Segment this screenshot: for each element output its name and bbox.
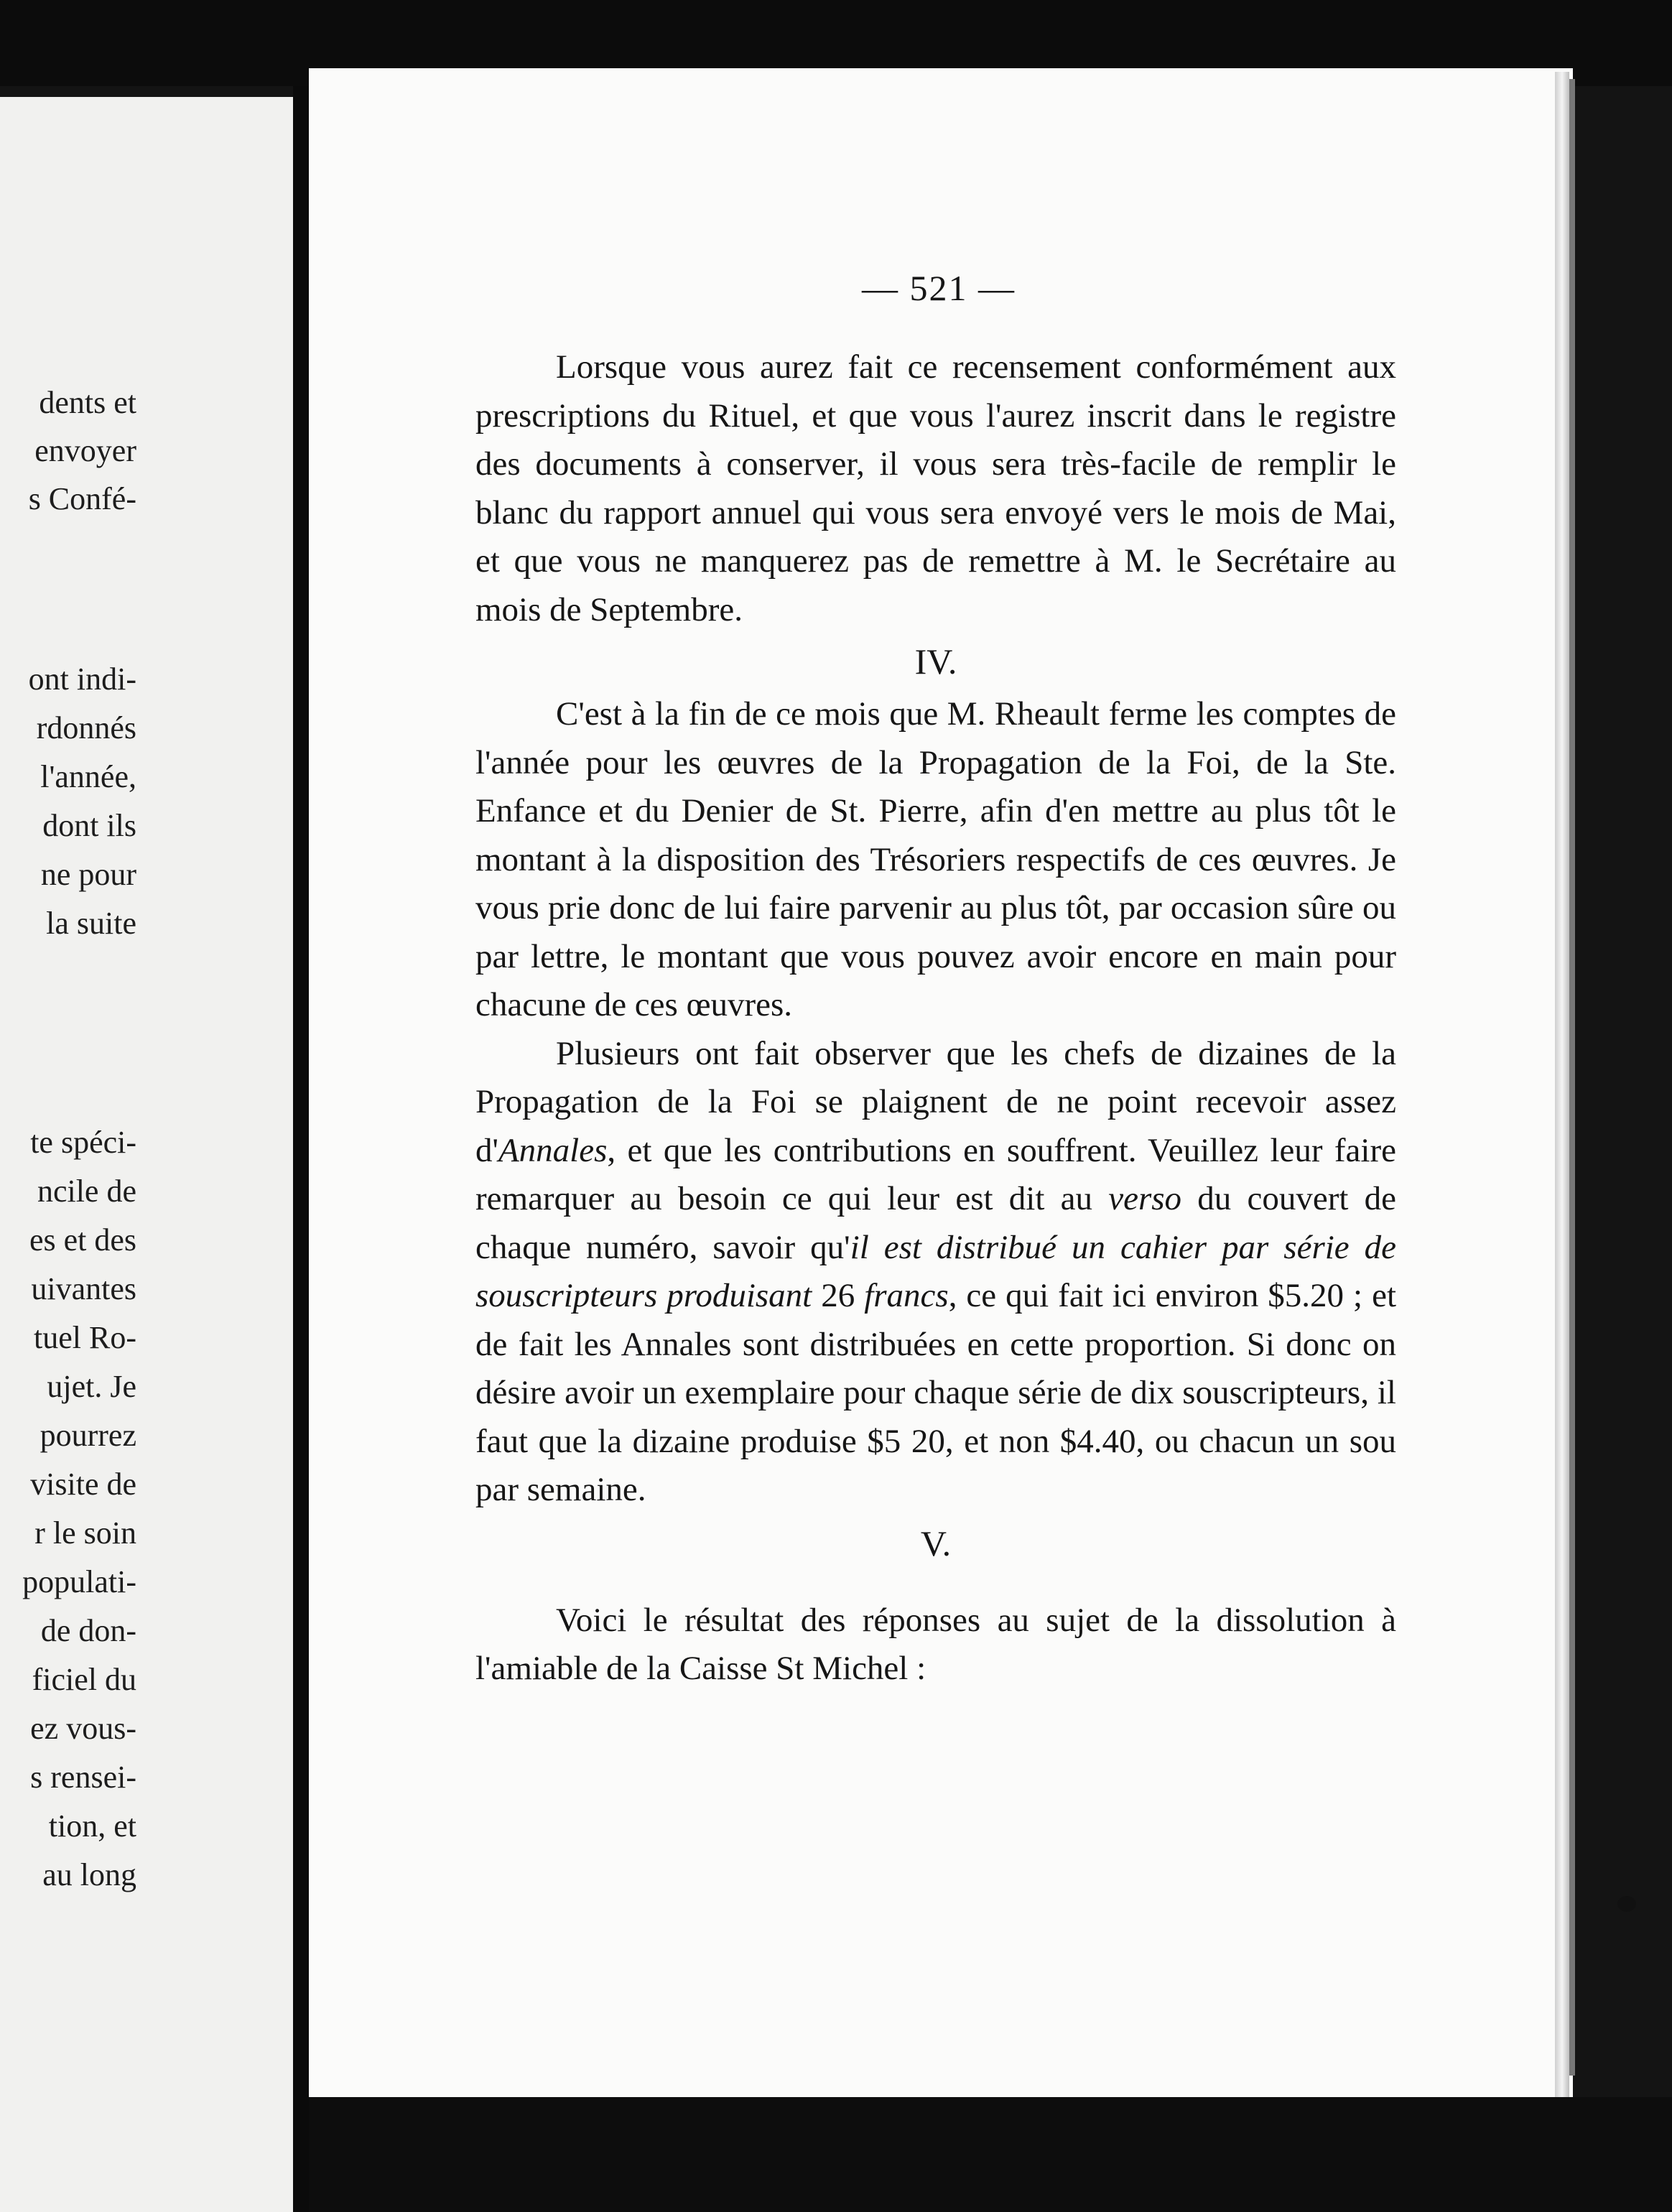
facing-page-line-fragment: ez vous- <box>30 1711 136 1746</box>
facing-page-line-fragment: ujet. Je <box>47 1369 136 1404</box>
paragraph: Voici le résultat des réponses au sujet de la dissolution à l'amiable de la Caisse St Michel : <box>475 1601 1396 1687</box>
facing-page-line-fragment: ont indi- <box>28 661 136 697</box>
facing-page-line-fragment: s Confé- <box>28 481 136 516</box>
facing-page-line-fragment: populati- <box>22 1564 136 1599</box>
text-run: du couvert de chaque numéro, savoir qu' <box>475 1180 1396 1266</box>
scan-background-bottom <box>309 2097 1672 2212</box>
facing-page-line-fragment: visite de <box>30 1467 136 1502</box>
book-gutter <box>293 86 309 2212</box>
facing-page-line-fragment: de don- <box>40 1613 136 1648</box>
facing-page-line-fragment: dents et <box>39 385 136 420</box>
page-number: — 521 — <box>862 268 1016 308</box>
facing-page-line-fragment: rdonnés <box>36 710 136 745</box>
section-heading: V. <box>920 1523 952 1563</box>
facing-page-line-fragment: r le soin <box>34 1515 136 1551</box>
facing-page-line-fragment: uivantes <box>31 1271 136 1306</box>
facing-page-line-fragment: es et des <box>29 1222 136 1258</box>
section-heading: IV. <box>914 641 957 682</box>
facing-page-line-fragment: au long <box>42 1857 136 1892</box>
facing-page-line-fragment: te spéci- <box>30 1125 136 1160</box>
scan-speck <box>1617 1896 1636 1912</box>
facing-page-line-fragment: la suite <box>46 906 136 941</box>
text-run: Plusieurs ont fait observer que les chefs de dizaines de la Propagation de la Foi se plaignent de ne point recevoir assez d' <box>475 1034 1396 1169</box>
text-run: , et que les contributions en souffrent. Veuillez leur faire remarquer au besoin ce qui leur est dit au <box>475 1131 1396 1217</box>
facing-page-line-fragment: pourrez <box>40 1418 136 1453</box>
italic-run: verso <box>1108 1180 1182 1217</box>
facing-page-line-fragment: tuel Ro- <box>34 1320 136 1355</box>
facing-page-line-fragment: ficiel du <box>32 1662 136 1697</box>
facing-page-line-fragment: envoyer <box>34 433 136 468</box>
italic-run: il est distribué un cahier par série de souscripteurs produisant <box>475 1228 1396 1314</box>
facing-page-line-fragment: ne pour <box>40 857 136 892</box>
facing-page-left <box>0 97 300 2212</box>
text-run: , ce qui fait ici environ $5.20 ; et de fait les Annales sont distribuées en cette proportion. Si donc on désire avoir un exemplaire pour chaque série de dix souscripteurs, il faut que la dizaine produise $5 20, et non $4.40, ou chacun un sou par semaine. <box>475 1277 1396 1508</box>
paragraph <box>475 1030 1396 1515</box>
page-body <box>475 343 1396 1693</box>
text-run: 26 <box>812 1277 865 1314</box>
facing-page-line-fragment: ncile de <box>37 1174 136 1209</box>
facing-page-line-fragment: l'année, <box>40 759 136 794</box>
page-edge <box>1555 72 1569 2097</box>
facing-page-line-fragment: dont ils <box>42 808 136 843</box>
italic-run: francs <box>864 1277 949 1314</box>
page-edge-shadow <box>1569 79 1575 2076</box>
facing-page-line-fragment: tion, et <box>48 1808 136 1844</box>
paragraph: C'est à la fin de ce mois que M. Rheault ferme les comptes de l'année pour les œuvres de la Propagation de la Foi, de la Ste. Enfance et du Denier de St. Pierre, afin d'en mettre au plus tôt le montant à la disposition des Trésoriers respectifs de ces œuvres. Je vous prie donc de lui faire parvenir au plus tôt, par occasion sûre ou par lettre, le montant que vous pouvez avoir encore en main pour chacune de ces œuvres. <box>475 695 1396 1023</box>
paragraph: Lorsque vous aurez fait ce recensement conformément aux prescriptions du Rituel, et que vous l'aurez inscrit dans le registre des documents à conserver, il vous sera très-facile de remplir le blanc du rapport annuel qui vous sera envoyé vers le mois de Mai, et que vous ne manquerez pas de remettre à M. le Secrétaire au mois de Septembre. <box>475 348 1396 628</box>
facing-page-line-fragment: s rensei- <box>30 1760 136 1795</box>
italic-run: Annales <box>498 1131 608 1169</box>
